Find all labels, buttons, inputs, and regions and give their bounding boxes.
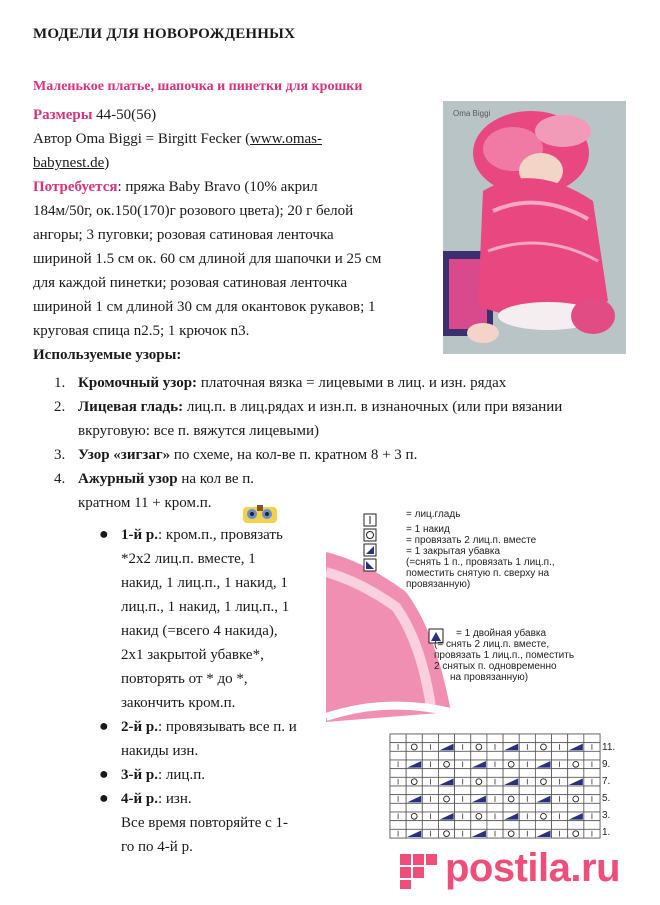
- baby-outfit-photo: [443, 101, 626, 354]
- bullet-icon: ●: [99, 526, 109, 543]
- legend-item: = провязать 2 лиц.п. вместе: [406, 535, 537, 546]
- chart-cell: [535, 734, 551, 743]
- list-number: 4.: [54, 471, 66, 487]
- chart-cell: [552, 769, 568, 778]
- chart-cell: [552, 734, 568, 743]
- sizes-value: 44-50(56): [92, 107, 157, 123]
- bullet-icon: ●: [99, 718, 109, 735]
- chart-cell: [390, 821, 406, 830]
- needs-text-4: для каждой пинетки; розовая сатиновая ленточка: [33, 275, 348, 291]
- legend-item: на провязанную): [450, 672, 529, 683]
- list-item: [48, 371, 608, 395]
- chart-cell: [568, 803, 584, 812]
- author-link-part2[interactable]: babynest.de: [33, 155, 105, 171]
- chart-cell: [390, 803, 406, 812]
- chart-cell: [552, 786, 568, 795]
- row-label: 4-й р.: [121, 791, 158, 807]
- chart-cell: [503, 821, 519, 830]
- list-number: 2.: [54, 399, 66, 415]
- row-text: : изн.: [157, 791, 192, 807]
- row-text-line: закончить кром.п.: [121, 695, 236, 711]
- pattern-desc: платочная вязка = лицевыми в лиц. и изн. рядах: [197, 375, 507, 391]
- chart-cell: [455, 734, 471, 743]
- chart-cell: [471, 751, 487, 760]
- row-text-line: накиды изн.: [121, 743, 199, 759]
- chart-cell: [422, 786, 438, 795]
- author-suffix: ): [104, 155, 110, 171]
- chart-cell: [438, 769, 454, 778]
- chart-cell: [406, 769, 422, 778]
- chart-cell: [519, 821, 535, 830]
- page-title: МОДЕЛИ ДЛЯ НОВОРОЖДЕННЫХ: [33, 26, 296, 42]
- chart-cell: [568, 786, 584, 795]
- pattern-desc-2: кратном 11 + кром.п.: [78, 495, 212, 511]
- list-item: [95, 787, 330, 811]
- chart-cell: [455, 803, 471, 812]
- chart-cell: [406, 821, 422, 830]
- bullet-icon: ●: [99, 790, 109, 807]
- chart-cell: [552, 803, 568, 812]
- row-text-line: *2х2 лиц.п. вместе, 1: [121, 551, 256, 567]
- chart-cell: [584, 751, 600, 760]
- article-intro: [33, 103, 438, 343]
- legend-item: (=снять 1 п., провязать 1 лиц.п.,: [406, 557, 555, 568]
- chart-cell: [552, 751, 568, 760]
- knitting-chart: [326, 482, 628, 870]
- row-number: 7.: [602, 776, 611, 787]
- chart-cell: [438, 821, 454, 830]
- chart-cell: [519, 751, 535, 760]
- row-text-line: накид, 1 лиц.п., 1 накид, 1: [121, 575, 288, 591]
- sizes-label: Размеры: [33, 107, 93, 123]
- chart-cell: [390, 769, 406, 778]
- chart-cell: [584, 821, 600, 830]
- watermark-text: postila.ru: [445, 846, 621, 890]
- chart-row-numbers: [602, 739, 626, 841]
- chart-cell: [438, 751, 454, 760]
- list-item: [48, 395, 608, 443]
- legend-item: (= снять 2 лиц.п. вместе,: [434, 639, 550, 650]
- postila-logo-icon: [398, 852, 438, 890]
- chart-cell: [438, 734, 454, 743]
- chart-cell: [584, 803, 600, 812]
- legend-item: = 1 двойная убавка: [456, 628, 547, 639]
- chart-cell: [584, 786, 600, 795]
- chart-cell: [471, 769, 487, 778]
- list-number: 3.: [54, 447, 66, 463]
- chart-cell: [568, 734, 584, 743]
- chart-cell: [487, 786, 503, 795]
- legend-item: = 1 накид: [406, 524, 450, 535]
- row-text-line: го по 4-й р.: [121, 839, 193, 855]
- chart-cell: [455, 786, 471, 795]
- emoticon-icon: [243, 503, 277, 525]
- list-item: [95, 523, 330, 547]
- row-number: 9.: [602, 759, 611, 770]
- chart-cell: [519, 734, 535, 743]
- chart-cell: [438, 803, 454, 812]
- row-number: 3.: [602, 810, 611, 821]
- chart-cell: [535, 786, 551, 795]
- chart-cell: [438, 786, 454, 795]
- chart-cell: [471, 803, 487, 812]
- pattern-desc-2: вкруговую: все п. вяжутся лицевыми): [78, 423, 319, 439]
- chart-cell: [471, 786, 487, 795]
- legend-item: поместить снятую п. сверху на: [406, 568, 550, 579]
- chart-cell: [552, 821, 568, 830]
- chart-cell: [422, 803, 438, 812]
- author-line-2: [33, 151, 438, 175]
- row-text: : лиц.п.: [157, 767, 205, 783]
- chart-cell: [584, 769, 600, 778]
- chart-cell: [535, 821, 551, 830]
- chart-cell: [584, 734, 600, 743]
- row-label: 1-й р.: [121, 527, 158, 543]
- chart-cell: [487, 803, 503, 812]
- chart-cell: [406, 803, 422, 812]
- chart-cell: [406, 751, 422, 760]
- legend-item: = 1 закрытая убавка: [406, 546, 501, 557]
- chart-cell: [487, 769, 503, 778]
- list-item: [48, 443, 608, 467]
- chart-cell: [503, 769, 519, 778]
- chart-cell: [422, 821, 438, 830]
- baby-outfit-illustration: [443, 101, 626, 354]
- chart-cell: [487, 734, 503, 743]
- pattern-desc: по схеме, на кол-ве п. кратном 8 + 3 п.: [170, 447, 418, 463]
- pattern-title: Лицевая гладь:: [78, 399, 184, 415]
- row-label: 3-й р.: [121, 767, 158, 783]
- chart-cell: [422, 769, 438, 778]
- chart-cell: [535, 769, 551, 778]
- chart-cell: [455, 769, 471, 778]
- row-text-line: накид (=всего 4 накида),: [121, 623, 278, 639]
- chart-cell: [406, 734, 422, 743]
- chart-legend-double: [434, 628, 624, 683]
- row-number: 5.: [602, 793, 611, 804]
- needs-text-1: 184м/50г, ок.150(170)г розового цвета); 20 г белой: [33, 203, 354, 219]
- legend-item: 2 снятых п. одновременно: [434, 661, 557, 672]
- legend-item: провязать 1 лиц.п., поместить: [434, 650, 575, 661]
- chart-legend: [406, 509, 626, 590]
- chart-cell: [519, 803, 535, 812]
- author-prefix: Автор Oma Biggi = Birgitt Fecker (: [33, 131, 251, 147]
- chart-cell: [390, 734, 406, 743]
- needs-text-5: шириной 1 см длиной 30 см для окантовок рукавов; 1: [33, 299, 376, 315]
- needs-text-2: ангоры; 3 пуговки; розовая сатиновая ленточка: [33, 227, 334, 243]
- row-text: : кром.п., провязать: [157, 527, 283, 543]
- needs-label: Потребуется: [33, 179, 118, 195]
- row-number: 1.: [602, 827, 611, 838]
- chart-cell: [390, 751, 406, 760]
- chart-cell: [487, 821, 503, 830]
- chart-cell: [568, 751, 584, 760]
- chart-cell: [406, 786, 422, 795]
- pattern-title: Ажурный узор: [78, 471, 178, 487]
- chart-cell: [503, 751, 519, 760]
- chart-cell: [471, 734, 487, 743]
- pattern-desc: лиц.п. в лиц.рядах и изн.п. в изнаночных (или при вязании: [183, 399, 563, 415]
- chart-cell: [503, 803, 519, 812]
- photo-caption: Oma Biggi: [453, 109, 491, 118]
- chart-cell: [519, 769, 535, 778]
- chart-cell: [390, 786, 406, 795]
- chart-cell: [487, 751, 503, 760]
- chart-cell: [535, 803, 551, 812]
- chart-cell: [455, 751, 471, 760]
- sizes-line: [33, 103, 438, 127]
- chart-cell: [535, 751, 551, 760]
- chart-cell: [519, 786, 535, 795]
- chart-cell: [503, 734, 519, 743]
- legend-item: = лиц.гладь: [406, 509, 461, 520]
- legend-item: провязанную): [406, 579, 471, 590]
- row-text-line: лиц.п., 1 накид, 1 лиц.п., 1: [121, 599, 290, 615]
- pattern-desc: на кол ве п.: [177, 471, 255, 487]
- row-number: 11.: [602, 742, 616, 753]
- list-item: [95, 715, 330, 739]
- needs-text-6: круговая спица n2.5; 1 крючок n3.: [33, 323, 250, 339]
- chart-cell: [503, 786, 519, 795]
- chart-cell: [568, 769, 584, 778]
- row-text: : провязывать все п. и: [157, 719, 297, 735]
- chart-cell: [422, 734, 438, 743]
- row-text-line: повторять от * до *,: [121, 671, 248, 687]
- article-subtitle: Маленькое платье, шапочка и пинетки для крошки: [33, 79, 363, 94]
- row-text-line: Все время повторяйте с 1-: [121, 815, 289, 831]
- chart-cell: [422, 751, 438, 760]
- row-label: 2-й р.: [121, 719, 158, 735]
- row-instructions: [95, 523, 330, 859]
- pattern-title: Кромочный узор:: [78, 375, 198, 391]
- row-text-line: 2х1 закрытой убавке*,: [121, 647, 264, 663]
- needs-text-0: : пряжа Baby Bravo (10% акрил: [117, 179, 318, 195]
- list-number: 1.: [54, 375, 66, 391]
- chart-cell: [471, 821, 487, 830]
- bullet-icon: ●: [99, 766, 109, 783]
- needs-line: [33, 175, 438, 199]
- patterns-heading: Используемые узоры:: [33, 347, 182, 363]
- list-item: [95, 763, 330, 787]
- chart-cell: [568, 821, 584, 830]
- needs-text-3: шириной 1.5 см ок. 60 см длиной для шапочки и 25 см: [33, 251, 382, 267]
- pattern-title: Узор «зигзаг»: [78, 447, 171, 463]
- chart-cell: [455, 821, 471, 830]
- author-link-part1[interactable]: www.omas-: [250, 131, 322, 147]
- author-line: [33, 127, 438, 151]
